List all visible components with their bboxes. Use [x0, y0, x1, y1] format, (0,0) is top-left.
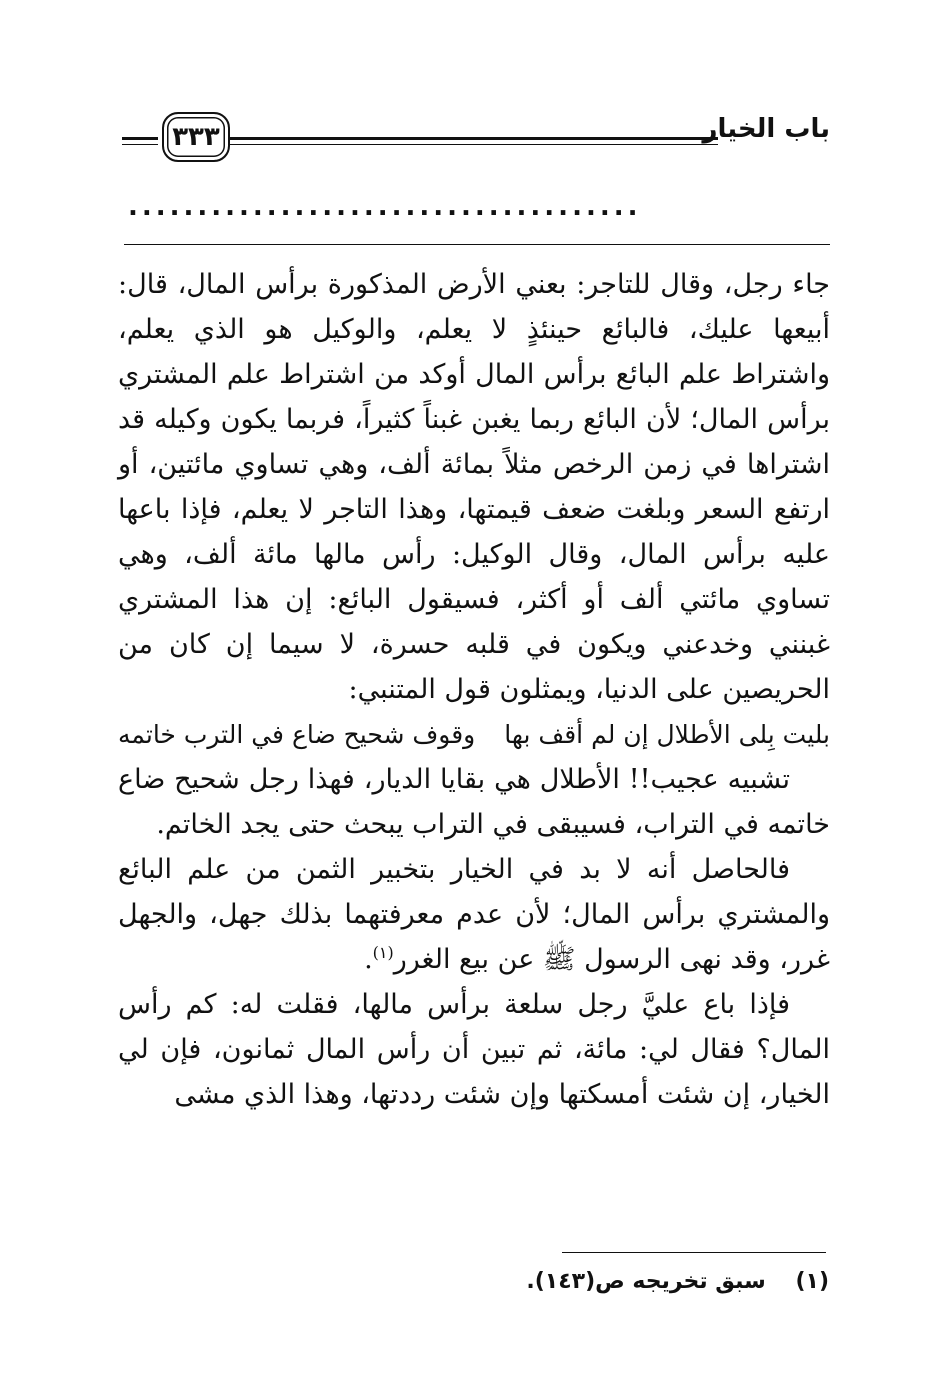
page-header: [118, 108, 830, 168]
verse-second-hemistich: وقوف شحيح ضاع في الترب خاتمه: [118, 720, 476, 749]
main-text: [118, 262, 830, 1117]
paragraph-4: فإذا باع عليَّ رجل سلعة برأس مالها، فقلت له: كم رأس المال؟ فقال لي: مائة، ثم تبين أن رأس المال ثمانون، فإن لي الخيار، إن شئت أمسكتها وإن شئت رددتها، وهذا الذي مشى: [118, 989, 830, 1110]
paragraph-3-text: فالحاصل أنه لا بد في الخيار بتخبير الثمن من علم البائع والمشتري برأس المال؛ لأن عدم معرفتهما بذلك جهل، والجهل غرر، وقد نهى الرسول ﷺ عن بيع الغرر: [118, 854, 830, 975]
paragraph-3-end: .: [364, 944, 373, 975]
header-rule: [230, 137, 718, 145]
footnote-text: سبق تخريجه ص(١٤٣).: [526, 1269, 766, 1294]
poetry-verse: [118, 712, 830, 757]
footnote-reference: (١): [372, 943, 394, 962]
paragraph-2: تشبيه عجيب!! الأطلال هي بقايا الديار، فهذا رجل شحيح ضاع خاتمه في التراب، فسيبقى في التراب يبحث حتى يجد الخاتم.: [118, 764, 830, 840]
header-rule-left: [122, 137, 158, 145]
chapter-title: باب الخيار: [702, 114, 830, 144]
paragraph-1: جاء رجل، وقال للتاجر: بعني الأرض المذكورة برأس المال، قال: أبيعها عليك، فالبائع حينئذٍ لا يعلم، والوكيل هو الذي يعلم، واشتراط علم البائع برأس المال أوكد من اشتراط علم المشتري برأس المال؛ لأن البائع ربما يغبن غبناً كثيراً، فربما يكون وكيله قد اشتراها في زمن الرخص مثلاً بمائة ألف، وهي تساوي مائتين، أو ارتفع السعر وبلغت ضعف قيمتها، وهذا التاجر لا يعلم، فإذا باعها عليه برأس المال، وقال الوكيل: رأس مالها مائة ألف، وهي تساوي مائتي ألف أو أكثر، فسيقول البائع: إن هذا المشتري غبنني وخدعني ويكون في قلبه حسرة، لا سيما إن كان من الحريصين على الدنيا، ويمثلون قول المتنبي:: [118, 269, 830, 705]
paragraph-3: [118, 847, 830, 982]
page-number: ٣٣٣: [162, 112, 230, 162]
footnote-separator: [562, 1252, 826, 1253]
continuation-dots: .....................................: [128, 192, 642, 222]
separator-line: [124, 244, 830, 245]
verse-first-hemistich: بليت بِلى الأطلال إن لم أقف بها: [504, 720, 830, 749]
footnote: [129, 1262, 829, 1302]
footnote-number: (١): [795, 1269, 829, 1294]
